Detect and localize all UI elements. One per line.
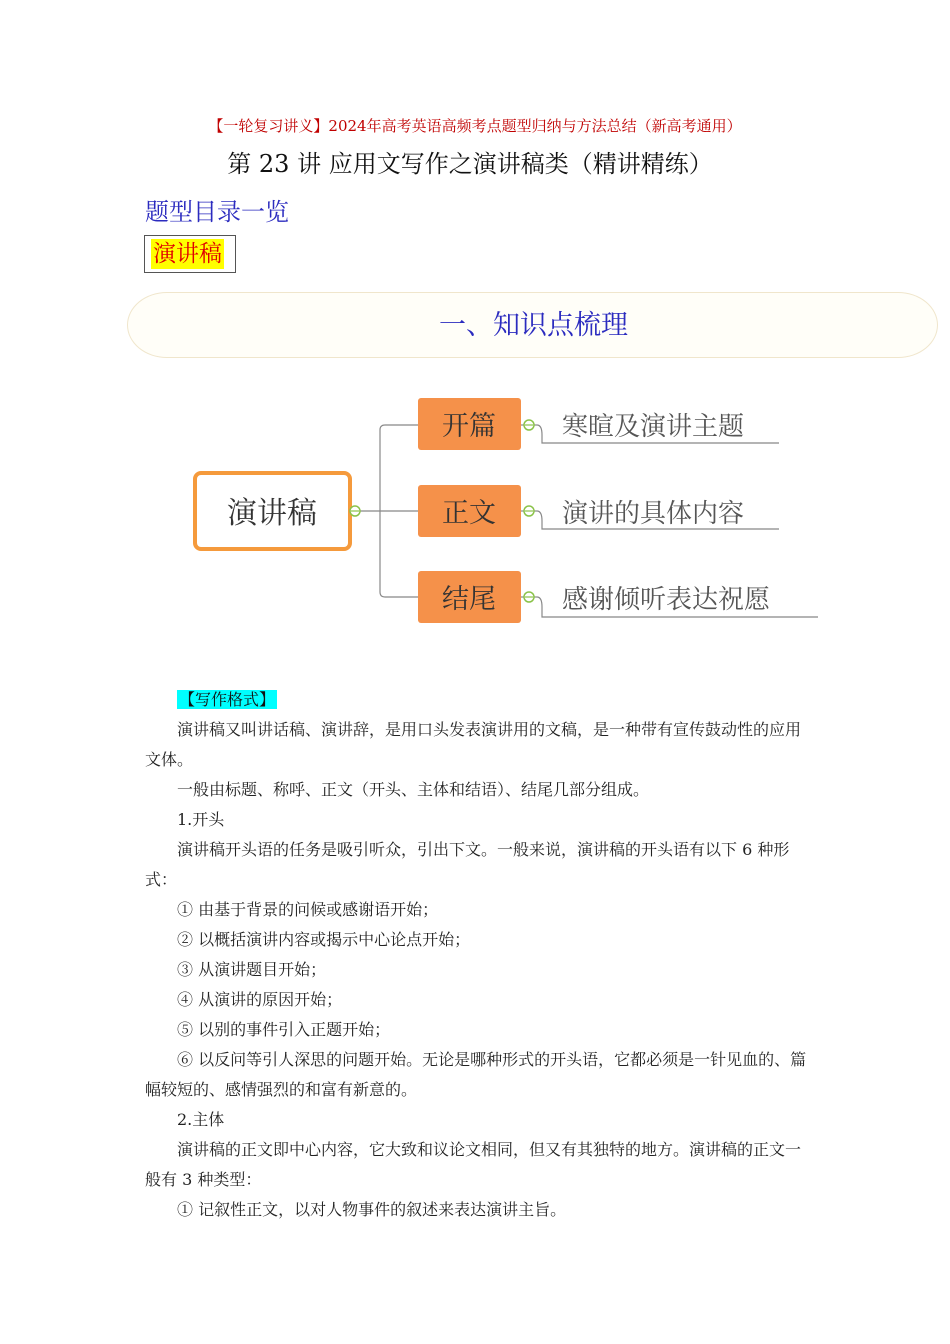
branch-label-opening: 开篇 <box>442 411 496 442</box>
detail-label-ending: 感谢倾听表达祝愿 <box>562 585 771 615</box>
mindmap-diagram <box>185 385 825 635</box>
list-item: ④ 从演讲的原因开始； <box>177 990 343 1009</box>
detail-label-body: 演讲的具体内容 <box>562 499 745 529</box>
section-banner <box>127 292 938 358</box>
series-title: 【一轮复习讲义】2024年高考英语高频考点题型归纳与方法总结（新高考通用） <box>208 117 742 135</box>
list-item: ① 记叙性正文，以对人物事件的叙述来表达演讲主旨。 <box>177 1200 567 1219</box>
paragraph: 演讲稿的正文即中心内容，它大致和议论文相同，但又有其独特的地方。演讲稿的正文一般有 3 种类型： <box>145 1140 802 1189</box>
format-tag-line <box>145 685 815 715</box>
list-item: ⑥ 以反问等引人深思的问题开始。无论是哪种形式的开头语，它都必须是一针见血的、篇幅较短的、感情强烈的和富有新意的。 <box>145 1050 807 1099</box>
subheading-opening: 1.开头 <box>177 810 225 829</box>
list-item: ② 以概括演讲内容或揭示中心论点开始； <box>177 930 471 949</box>
subheading-body: 2.主体 <box>177 1110 225 1129</box>
toc-item-speech[interactable]: 演讲稿 <box>153 241 222 267</box>
list-item: ③ 从演讲题目开始； <box>177 960 327 979</box>
paragraph: 演讲稿又叫讲话稿、演讲辞，是用口头发表演讲用的文稿，是一种带有宣传鼓动性的应用文体。 <box>145 720 802 769</box>
paragraph: 演讲稿开头语的任务是吸引听众，引出下文。一般来说，演讲稿的开头语有以下 6 种形式： <box>145 840 790 889</box>
format-tag: 【写作格式】 <box>179 690 276 709</box>
branch-label-ending: 结尾 <box>442 584 496 615</box>
toc-heading: 题型目录一览 <box>145 198 289 226</box>
paragraph: 一般由标题、称呼、正文（开头、主体和结语）、结尾几部分组成。 <box>177 780 650 799</box>
section-title: 一、知识点梳理 <box>439 310 628 341</box>
branch-label-body: 正文 <box>442 498 496 529</box>
detail-label-opening: 寒暄及演讲主题 <box>562 412 745 442</box>
lecture-title: 第 23 讲 应用文写作之演讲稿类（精讲精练） <box>227 150 713 178</box>
list-item: ① 由基于背景的问候或感谢语开始； <box>177 900 439 919</box>
list-item: ⑤ 以别的事件引入正题开始； <box>177 1020 391 1039</box>
toc-box <box>144 235 236 273</box>
root-label: 演讲稿 <box>227 496 317 531</box>
body-content <box>145 685 815 1225</box>
